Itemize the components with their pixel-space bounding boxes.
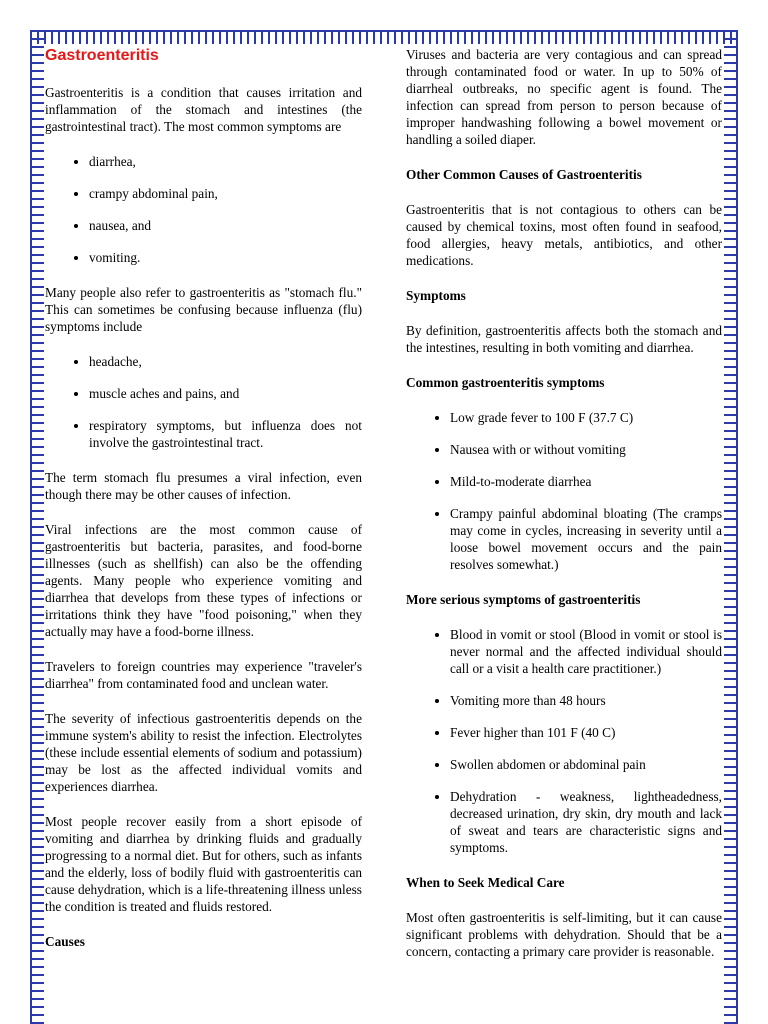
decorative-border-left bbox=[30, 30, 44, 1024]
list-item: • Swollen abdomen or abdominal pain bbox=[450, 756, 722, 773]
list-item: • Vomiting more than 48 hours bbox=[450, 692, 722, 709]
list-item: • crampy abdominal pain, bbox=[89, 185, 362, 202]
paragraph: Viruses and bacteria are very contagious and can spread through contaminated food or water. In up to 50% of diarrheal outbreaks, no specific agent is found. The infection can spread from person to person because of improper handwashing following a bowel movement or handling a soiled diaper. bbox=[406, 47, 722, 147]
list-item: • Fever higher than 101 F (40 C) bbox=[450, 724, 722, 741]
symptom-list bbox=[45, 153, 362, 266]
right-column bbox=[406, 46, 722, 978]
serious-symptom-list bbox=[406, 626, 722, 856]
section-heading-symptoms: Symptoms bbox=[406, 288, 466, 303]
paragraph: Gastroenteritis is a condition that causes irritation and inflammation of the stomach and intestines (the gastrointestinal tract). The most common symptoms are bbox=[45, 85, 362, 134]
list-item: • Nausea with or without vomiting bbox=[450, 441, 722, 458]
left-column bbox=[45, 46, 362, 968]
common-symptom-list bbox=[406, 409, 722, 573]
paragraph: Gastroenteritis that is not contagious to others can be caused by chemical toxins, most often found in seafood, food allergies, heavy metals, antibiotics, and other medications. bbox=[406, 202, 722, 268]
list-item: • Crampy painful abdominal bloating (The cramps may come in cycles, increasing in severity until a loose bowel movement occurs and the pain resolves somewhat.) bbox=[450, 505, 722, 573]
section-heading-other-causes: Other Common Causes of Gastroenteritis bbox=[406, 167, 642, 182]
paragraph: By definition, gastroenteritis affects both the stomach and the intestines, resulting in both vomiting and diarrhea. bbox=[406, 323, 722, 355]
paragraph: The term stomach flu presumes a viral infection, even though there may be other causes of infection. bbox=[45, 470, 362, 502]
paragraph: Most people recover easily from a short episode of vomiting and diarrhea by drinking fluids and gradually progressing to a normal diet. But for others, such as infants and the elderly, loss of bodily fluid with gastroenteritis can cause dehydration, which is a life-threatening illness unless the condition is treated and fluids restored. bbox=[45, 814, 362, 914]
section-heading-common-symptoms: Common gastroenteritis symptoms bbox=[406, 375, 605, 390]
list-item: • muscle aches and pains, and bbox=[89, 385, 362, 402]
flu-symptom-list bbox=[45, 353, 362, 451]
list-item: • diarrhea, bbox=[89, 153, 362, 170]
section-heading-serious-symptoms: More serious symptoms of gastroenteritis bbox=[406, 592, 641, 607]
list-item: • nausea, and bbox=[89, 217, 362, 234]
list-item: • respiratory symptoms, but influenza does not involve the gastrointestinal tract. bbox=[89, 417, 362, 451]
list-item: • Blood in vomit or stool (Blood in vomit or stool is never normal and the affected individual should call or a visit a health care practitioner.) bbox=[450, 626, 722, 677]
list-item: • Low grade fever to 100 F (37.7 C) bbox=[450, 409, 722, 426]
decorative-border-right bbox=[724, 30, 738, 1024]
decorative-border-top bbox=[30, 30, 738, 44]
paragraph: Travelers to foreign countries may experience "traveler's diarrhea" from contaminated food and unclean water. bbox=[45, 659, 362, 691]
list-item: • vomiting. bbox=[89, 249, 362, 266]
list-item: • Mild-to-moderate diarrhea bbox=[450, 473, 722, 490]
paragraph: Viral infections are the most common cause of gastroenteritis but bacteria, parasites, and food-borne illnesses (such as shellfish) can also be the offending agents. Many people who experience vomiting and diarrhea that develops from these types of infections or irritations think they have "food poisoning," when they actually may have a food-borne illness. bbox=[45, 522, 362, 639]
paragraph: The severity of infectious gastroenteritis depends on the immune system's ability to resist the infection. Electrolytes (these include essential elements of sodium and potassium) may be lost as the affected individual vomits and experiences diarrhea. bbox=[45, 711, 362, 794]
page-title: Gastroenteritis bbox=[45, 47, 159, 64]
paragraph: Most often gastroenteritis is self-limiting, but it can cause significant problems with dehydration. Should that be a concern, contacting a primary care provider is reasonable. bbox=[406, 910, 722, 959]
list-item: • headache, bbox=[89, 353, 362, 370]
paragraph: Many people also refer to gastroenteritis as "stomach flu." This can sometimes be confusing because influenza (flu) symptoms include bbox=[45, 285, 362, 334]
section-heading-causes: Causes bbox=[45, 934, 85, 949]
list-item: • Dehydration - weakness, lightheadedness, decreased urination, dry skin, dry mouth and lack of sweat and tears are characteristic signs and symptoms. bbox=[450, 788, 722, 856]
section-heading-medical-care: When to Seek Medical Care bbox=[406, 875, 565, 890]
